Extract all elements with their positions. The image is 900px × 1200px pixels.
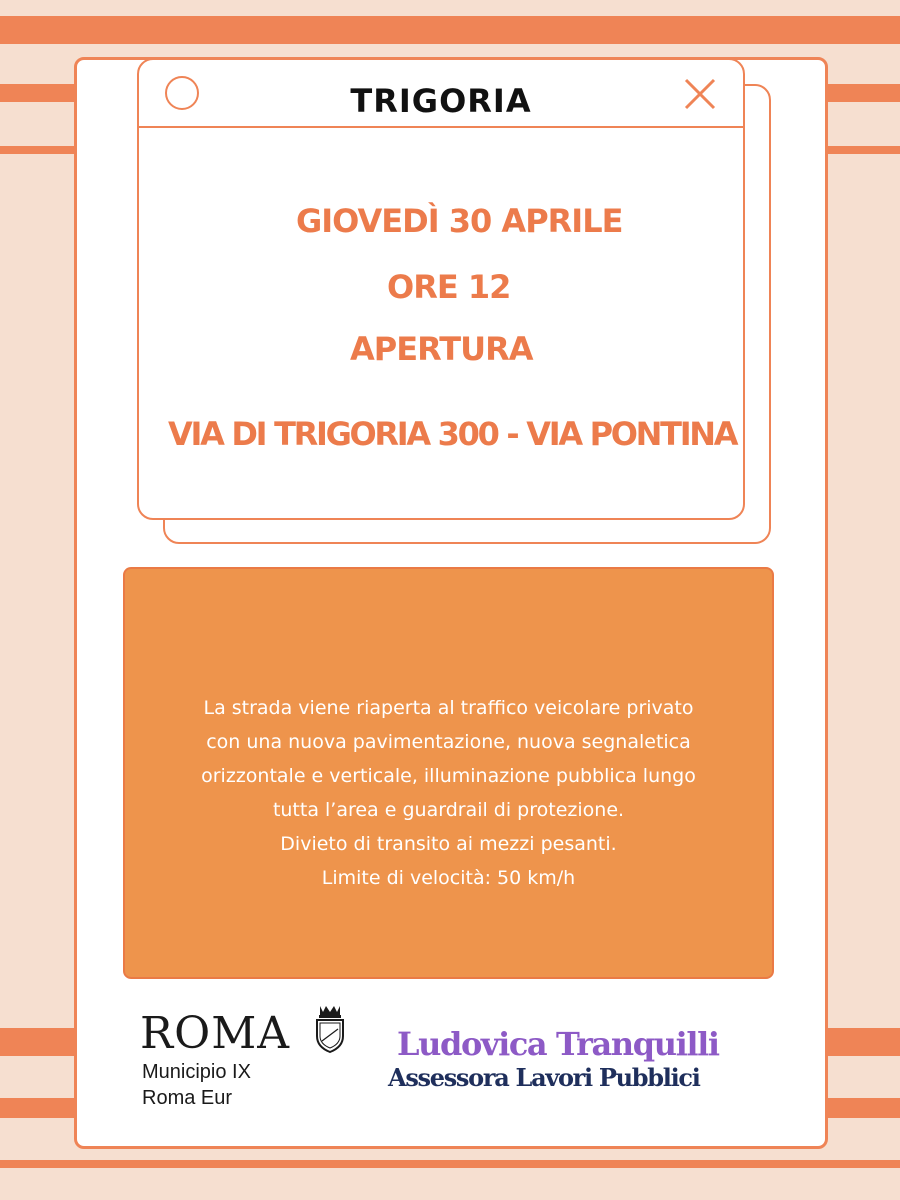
info-line: tutta l’area e guardrail di protezione. (272, 799, 625, 821)
info-line: La strada viene riaperta al traffico veicolare privato (203, 697, 694, 719)
window-title-bar (139, 60, 743, 128)
info-box (123, 567, 774, 979)
info-line: con una nuova pavimentazione, nuova segnaletica (206, 731, 691, 753)
roma-crest-icon (313, 1003, 347, 1055)
window-title: TRIGORIA (350, 82, 532, 120)
event-time: ORE 12 (387, 268, 511, 306)
info-text (125, 691, 772, 895)
roma-logo-text: ROMA (140, 1008, 291, 1059)
close-icon (682, 76, 718, 112)
background-stripe (0, 16, 900, 44)
assessor-name: Ludovica Tranquilli (397, 1025, 719, 1063)
event-date: GIOVEDÌ 30 APRILE (296, 202, 623, 240)
assessor-role: Assessora Lavori Pubblici (388, 1063, 700, 1092)
info-line: Divieto di transito ai mezzi pesanti. (280, 833, 617, 855)
background-stripe (0, 1160, 900, 1168)
event-location: VIA DI TRIGORIA 300 - VIA PONTINA (168, 415, 737, 453)
event-type: APERTURA (350, 330, 533, 368)
roma-eur-label: Roma Eur (142, 1087, 233, 1109)
info-line: Limite di velocità: 50 km/h (321, 867, 576, 889)
info-line: orizzontale e verticale, illuminazione pubblica lungo (201, 765, 696, 787)
municipio-label: Municipio IX (142, 1061, 251, 1083)
